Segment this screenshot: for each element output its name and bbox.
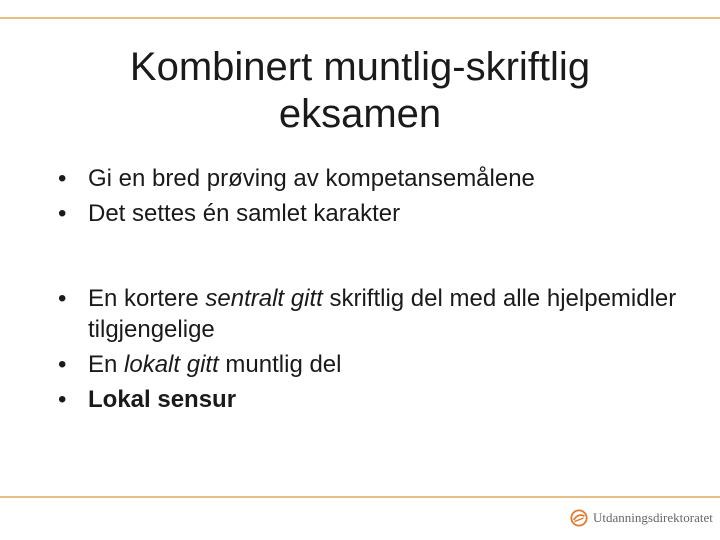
bullet-list-1 <box>58 163 678 233</box>
bullet-dot: • <box>58 200 67 227</box>
udir-logo <box>570 505 713 531</box>
list-item <box>58 384 678 415</box>
udir-logo-text: Utdanningsdirektoratet <box>593 510 713 525</box>
bottom-divider <box>0 496 720 498</box>
bullet-dot: • <box>58 165 67 192</box>
list-item-text-part: En kortere <box>88 285 206 312</box>
bullet-dot: • <box>58 386 67 413</box>
bullet-list-2 <box>58 283 678 419</box>
list-item <box>58 198 678 229</box>
top-divider <box>0 17 720 19</box>
list-item-emphasis: sentralt gitt <box>205 285 323 312</box>
bullet-dot: • <box>58 285 67 312</box>
slide-title-line2: eksamen <box>278 92 442 136</box>
slide-title <box>60 44 660 138</box>
list-item <box>58 349 678 380</box>
list-item-text-part: En <box>88 351 125 378</box>
list-item-emphasis: lokalt gitt <box>124 351 219 378</box>
slide-title-line1: Kombinert muntlig-skriftlig <box>129 45 591 89</box>
list-item-text: Gi en bred prøving av kompetansemålene <box>88 165 535 192</box>
list-item-text: Det settes én samlet karakter <box>88 200 401 227</box>
list-item <box>58 163 678 194</box>
list-item-text-part: skriftlig del med alle hjelpemidler tilgjengelige <box>88 285 677 343</box>
list-item-bold: Lokal sensur <box>88 386 237 413</box>
list-item-text-part: muntlig del <box>218 351 342 378</box>
list-item <box>58 283 678 345</box>
udir-logo-icon <box>570 509 588 527</box>
bullet-dot: • <box>58 351 67 378</box>
